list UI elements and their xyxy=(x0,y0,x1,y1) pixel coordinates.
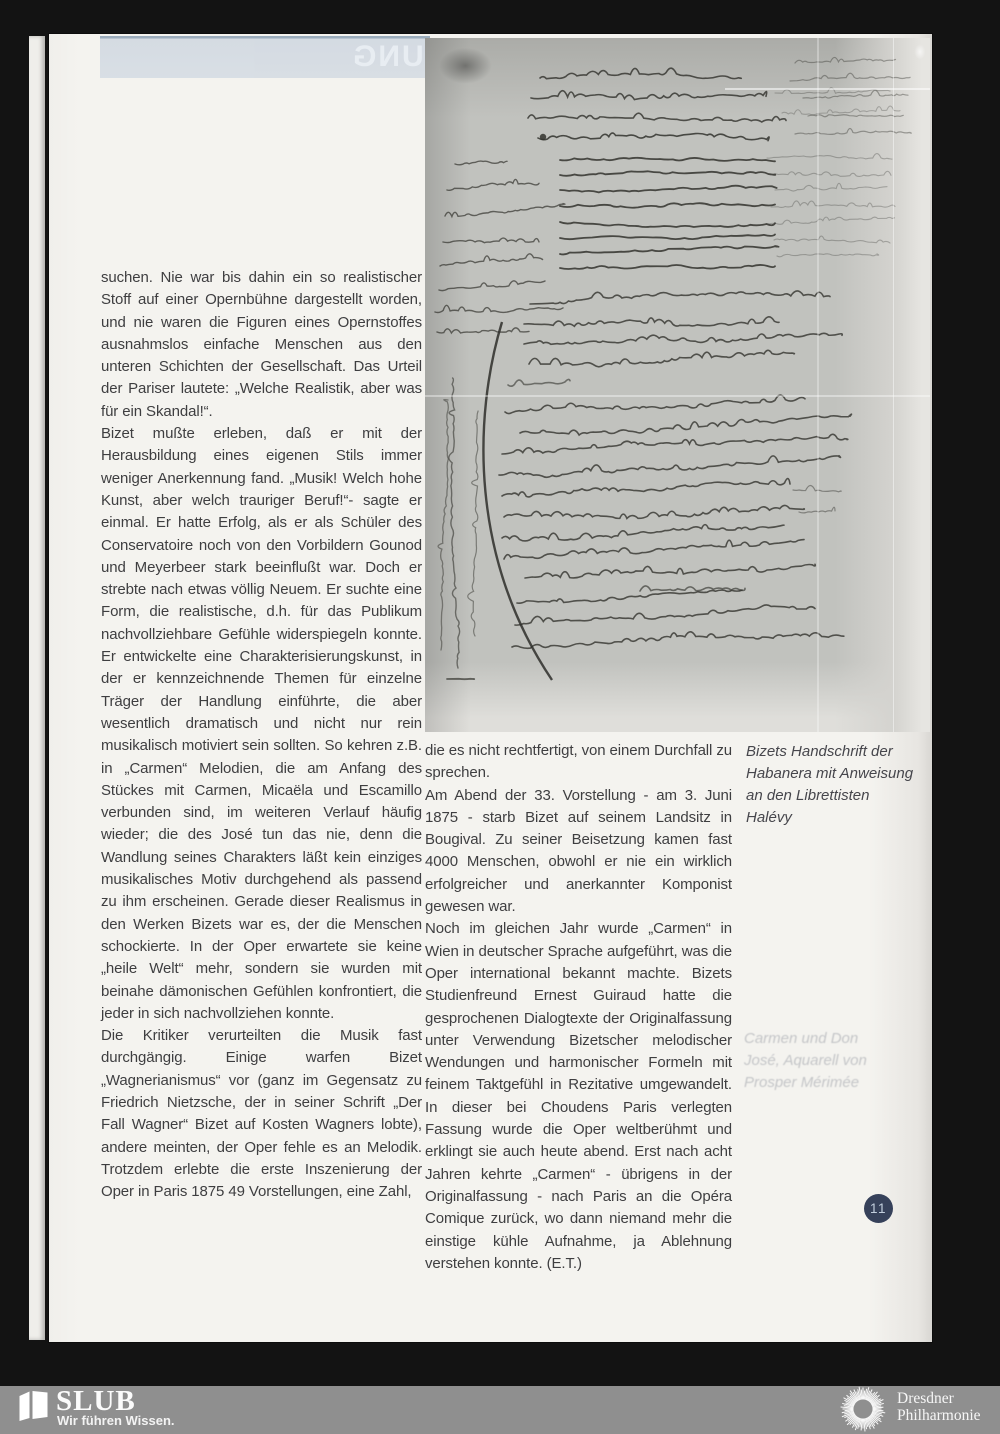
slub-tagline: Wir führen Wissen. xyxy=(57,1413,175,1428)
paragraph: Am Abend der 33. Vorstellung - am 3. Juni 1875 - starb Bizet auf seinem Landsitz in Bougival. Zu seiner Beisetzung kamen fast 4000 Menschen, obwohl er nie ein wirklich erfolgreicher und anerkannter Komponist gewesen war. xyxy=(425,786,732,916)
philharmonie-starburst-icon xyxy=(840,1386,886,1432)
philharmonie-wordmark xyxy=(897,1391,981,1424)
manuscript-handwriting-art xyxy=(425,38,930,732)
paragraph: die es nicht rechtfertigt, von einem Durchfall zu sprechen. xyxy=(425,742,732,782)
manuscript-photo xyxy=(425,38,930,732)
paragraph: Bizet mußte erleben, daß er mit der Herausbildung eines eigenen Stils immer weniger Anerkennung fand. „Musik! Welch hohe Kunst, aber welch trauriger Beruf!“- sagte er einmal. Er hatte Erfolg, als er als Schüler des Conservatoire noch von den Vorbildern Gounod und Meyerbeer stark beeinflußt war. Doch er strebte nach etwas völlig Neuem. Er suchte eine Form, die realistische, d.h. für das Publikum nachvollziehbare Gefühle widerspiegeln konnte. Er entwickelte eine Charakterisierungskunst, in der er kennzeichnende Themen für einzelne Träger der Handlung einführte, die aber wesentlich dramatisch und nicht nur rein musikalisch motiviert sein sollten. So kehren z.B. in „Carmen“ Melodien, die am Anfang des Stückes mit Carmen, Micaëla und Escamillo verbunden sind, im weiteren Verlauf häufig wieder; die des José tun das nie, denn die Wandlung seines Charakters läßt kein einziges musikalisches Motiv durchgehend als passend zu ihm erscheinen. Gerade dieser Realismus in den Werken Bizets war es, der die Menschen schockierte. In der Oper erwartete sie keine „heile Welt“ mehr, sondern sie wurden mit beinahe dämonischen Gefühlen konfrontiert, die jeder in sich nachvollziehen konnte. xyxy=(101,425,422,1022)
bleedthrough-caption: Carmen und Don José, Aquarell von Prosper Mérimée xyxy=(744,1030,867,1091)
scanned-page xyxy=(49,34,932,1342)
paragraph: Die Kritiker verurteilten die Musik fast durchgängig. Einige warfen Bizet „Wagnerianismus“ vor (ganz im Gegensatz zu Friedrich Nietzsche, der in seiner Schrift „Der Fall Wagner“ Bizet auf Kosten Wagners lobte), andere meinten, der Oper fehle es an Melodik. Trotzdem erlebte die erste Inszenierung der Oper in Paris 1875 49 Vorstellungen, eine Zahl, xyxy=(101,1027,422,1201)
bleedthrough-heading-text: UNG xyxy=(351,40,424,73)
philharmonie-line1: Dresdner xyxy=(897,1390,954,1407)
slub-wordmark: SLUB xyxy=(56,1385,136,1417)
adjacent-page-edge xyxy=(29,36,45,1340)
article-column-left xyxy=(101,267,422,1203)
photo-crease-vertical xyxy=(817,38,819,732)
slub-book-icon xyxy=(18,1389,49,1421)
article-column-middle xyxy=(425,740,732,1275)
photo-crease xyxy=(725,88,930,90)
image-caption: Bizets Handschrift der Habanera mit Anweisung an den Librettisten Halévy xyxy=(746,743,914,826)
paragraph: suchen. Nie war bis dahin ein so realistischer Stoff auf einer Opernbühne dargestellt worden, und nie waren die Figuren eines Opernstoffes ausnahmslos einfache Menschen aus den unteren Schichten der Gesellschaft. Das Urteil der Pariser lautete: „Welche Realistik, aber was für ein Skandal!“. xyxy=(101,269,422,420)
bleedthrough-heading-band xyxy=(100,36,430,78)
philharmonie-line2: Philharmonie xyxy=(897,1406,981,1424)
page-number-badge: 11 xyxy=(864,1194,893,1223)
paragraph: Noch im gleichen Jahr wurde „Carmen“ in Wien in deutscher Sprache aufgeführt, was die Oper international bekannt machte. Bizets Studienfreund Ernest Guiraud hatte die gesprochenen Dialogtexte der Originalfassung unter Verwendung Bizetscher melodischer Wendungen und harmonischer Formeln mit feinem Taktgefühl in Rezitative umgewandelt. In dieser bei Choudens Paris verlegten Fassung wurde die Oper weltberühmt und erklingt sie auch heute abend. Erst nach acht Jahren kehrte „Carmen“ - übrigens in der Originalfassung - nach Paris an die Opéra Comique zurück, wo dann niemand mehr die einstige kühle Aufnahme, ja Ablehnung verstehen konnte. (E.T.) xyxy=(425,920,732,1272)
photo-edge-line xyxy=(893,38,894,732)
photo-fold-line xyxy=(425,395,930,397)
